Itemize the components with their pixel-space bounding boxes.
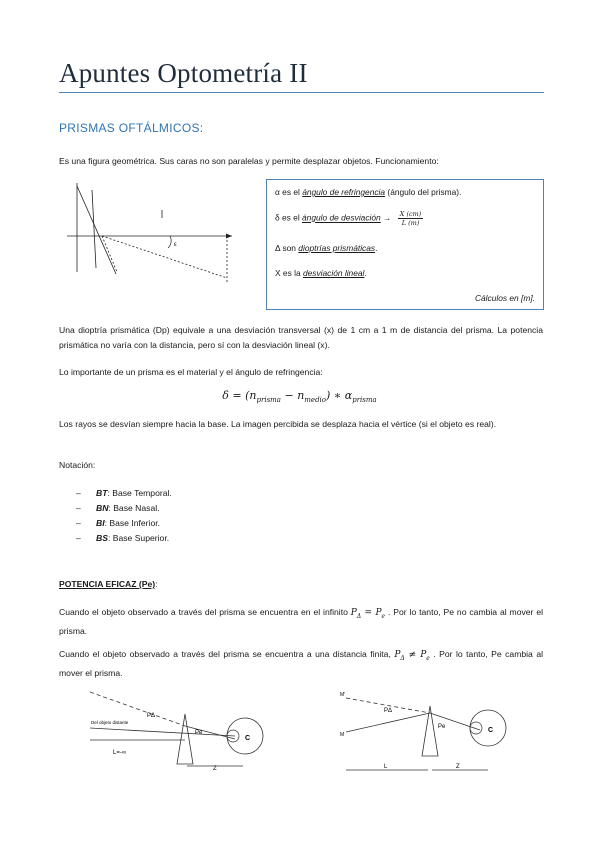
m-label: M	[340, 732, 345, 738]
center-label: C	[245, 735, 251, 742]
paragraph-finita: Cuando el objeto observado a través del prisma se encuentra a una distancia finita, $P_\Delta \ne P_e$ . Por lo tanto, Pe cambia al mover el prisma.	[59, 649, 544, 678]
calc-note: Cálculos en [m].	[474, 293, 535, 303]
intro-paragraph: Es una figura geométrica. Sus caras no son paralelas y permite desplazar objetos. Funcionamiento:	[59, 156, 439, 166]
pe-label: Pe	[438, 724, 446, 730]
prism-finite-diagram	[338, 688, 528, 778]
z-label: Z	[213, 766, 217, 772]
object-label: Del objeto distante	[91, 720, 129, 725]
paragraph-dioptria: Una dioptría prismática (Dp) equivale a una desviación transversal (x) de 1 cm a 1 m de distancia del prisma. La potencia prismática no varía con la distancia, pero sí con la desviación lineal (x).	[59, 325, 543, 350]
delta-fraction: $\frac{X (cm)}{L (m)}$	[399, 210, 422, 227]
prism-infinity-diagram	[85, 684, 275, 774]
center-label: C	[488, 727, 494, 734]
notation-label: Notación:	[59, 460, 96, 470]
paragraph-rayos: Los rayos se desvían siempre hacia la base. La imagen percibida se desplaza hacia el vértice (si el objeto es real).	[59, 419, 497, 429]
deviated-ray	[102, 236, 227, 278]
notation-list: – BT: Base Temporal. – BN: Base Nasal. – BI: Base Inferior. – BS: Base Superior.	[76, 488, 172, 543]
m-prime-label: M'	[340, 692, 346, 698]
prism-deviation-diagram	[62, 178, 247, 288]
pdelta-label: PΔ	[147, 713, 156, 719]
section-heading: PRISMAS OFTÁLMICOS:	[59, 121, 204, 135]
prism-face-line	[77, 186, 116, 274]
delta-definition: δ es el ángulo de desviación → $\frac{X (cm)}{L (m)}$	[275, 210, 422, 227]
paragraph-importante: Lo importante de un prisma es el material y el ángulo de refringencia:	[59, 367, 323, 377]
page-title: Apuntes Optometría II	[59, 58, 308, 88]
pe-label: Pe	[195, 730, 203, 736]
prism-shape	[177, 714, 193, 764]
prism-shape	[422, 706, 438, 756]
z-label: Z	[456, 764, 460, 770]
title-divider	[59, 92, 544, 93]
x-definition: X es la desviación lineal.	[275, 268, 367, 278]
distance-l-label: L=-∞	[113, 750, 127, 756]
object-ray	[346, 713, 430, 732]
eye-lens	[470, 722, 482, 734]
alpha-definition: α es el ángulo de refringencia (ángulo del prisma).	[275, 187, 462, 197]
potencia-heading: POTENCIA EFICAZ (Pe):	[59, 579, 158, 589]
l-label: L	[384, 764, 388, 770]
object-ray	[90, 728, 235, 736]
dp-definition: Δ son dioptrías prismáticas.	[275, 243, 378, 253]
angle-arc	[168, 236, 171, 248]
paragraph-infinito: Cuando el objeto observado a través del prisma se encuentra en el infinito $P_\Delta = P_e$ . Por lo tanto, Pe no cambia al mover el prisma.	[59, 607, 544, 636]
refraction-equation: $\delta = (n_{prisma} - n_{medio})$ ∗ $\alpha_{prisma}$	[222, 389, 377, 405]
prism-dashed-edge	[102, 236, 117, 272]
epsilon-label: ε	[174, 242, 177, 248]
prism-edge-line	[92, 190, 96, 268]
definitions-box	[266, 179, 544, 310]
pdelta-label: PΔ	[384, 708, 393, 714]
